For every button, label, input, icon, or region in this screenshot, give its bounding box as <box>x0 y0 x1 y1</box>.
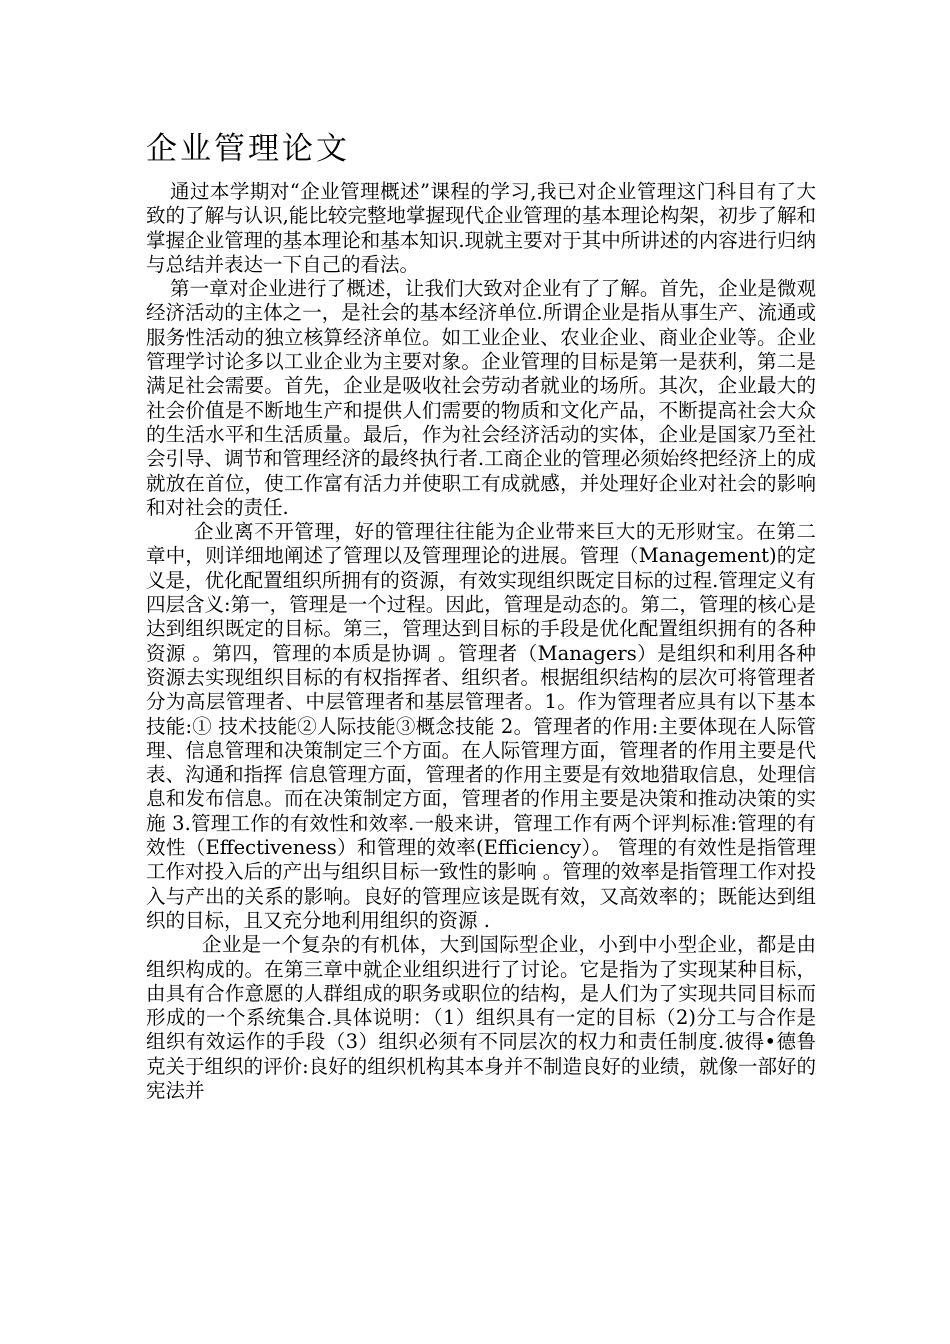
document-body <box>146 128 816 1103</box>
paragraph-chapter-two: 企业离不开管理，好的管理往往能为企业带来巨大的无形财宝。在第二章中，则详细地阐述了管理以及管理理论的进展。管理（Management)的定义是，优化配置组织所拥有的资源，有效实现组织既定目标的过程.管理定义有四层含义:第一，管理是一个过程。因此，管理是动态的。第二，管理的核心是达到组织既定的目标。第三，管理达到目标的手段是优化配置组织拥有的各种资源 。第四，管理的本质是协调 。管理者（Managers）是组织和利用各种资源去实现组织目标的有权指挥者、组织者。根据组织结构的层次可将管理者分为高层管理者、中层管理者和基层管理者。1。作为管理者应具有以下基本技能:① 技术技能②人际技能③概念技能 2。管理者的作用:主要体现在人际管理、信息管理和决策制定三个方面。在人际管理方面，管理者的作用主要是代表、沟通和指挥 信息管理方面，管理者的作用主要是有效地猎取信息，处理信息和发布信息。而在决策制定方面，管理者的作用主要是决策和推动决策的实施 3.管理工作的有效性和效率.一般来讲，管理工作有两个评判标准:管理的有效性（Effectiveness）和管理的效率(Efficiency）。 管理的有效性是指管理工作对投入后的产出与组织目标一致性的影响 。管理的效率是指管理工作对投入与产出的关系的影响。良好的管理应该是既有效，又高效率的；既能达到组织的目标，且又充分地利用组织的资源 . <box>146 520 816 932</box>
document-title: 企业管理论文 <box>146 131 350 167</box>
paragraph-chapter-three: 企业是一个复杂的有机体，大到国际型企业，小到中小型企业，都是由组织构成的。在第三章中就企业组织进行了讨论。它是指为了实现某种目标，由具有合作意愿的人群组成的职务或职位的结构，是人们为了实现共同目标而形成的一个系统集合.具体说明：（1）组织具有一定的目标（2)分工与合作是组织有效运作的手段（3）组织必须有不同层次的权力和责任制度.彼得•德鲁克关于组织的评价:良好的组织机构其本身并不制造良好的业绩，就像一部好的宪法并 <box>146 933 816 1102</box>
paragraph-intro: 通过本学期对“企业管理概述”课程的学习,我已对企业管理这门科目有了大致的了解与认识,能比较完整地掌握现代企业管理的基本理论构架，初步了解和掌握企业管理的基本理论和基本知识.现就主要对于其中所讲述的内容进行归纳与总结并表达一下自己的看法。 <box>146 180 816 276</box>
paragraph-chapter-one: 第一章对企业进行了概述，让我们大致对企业有了了解。首先，企业是微观经济活动的主体之一，是社会的基本经济单位.所谓企业是指从事生产、流通或服务性活动的独立核算经济单位。如工业企业、农业企业、商业企业等。企业管理学讨论多以工业企业为主要对象。企业管理的目标是第一是获利，第二是满足社会需要。首先，企业是吸收社会劳动者就业的场所。其次，企业最大的社会价值是不断地生产和提供人们需要的物质和文化产品，不断提高社会大众的生活水平和生活质量。最后，作为社会经济活动的实体，企业是国家乃至社会引导、调节和管理经济的最终执行者.工商企业的管理必须始终把经济上的成就放在首位，使工作富有活力并使职工有成就感，并处理好企业对社会的影响和对社会的责任. <box>146 277 816 519</box>
